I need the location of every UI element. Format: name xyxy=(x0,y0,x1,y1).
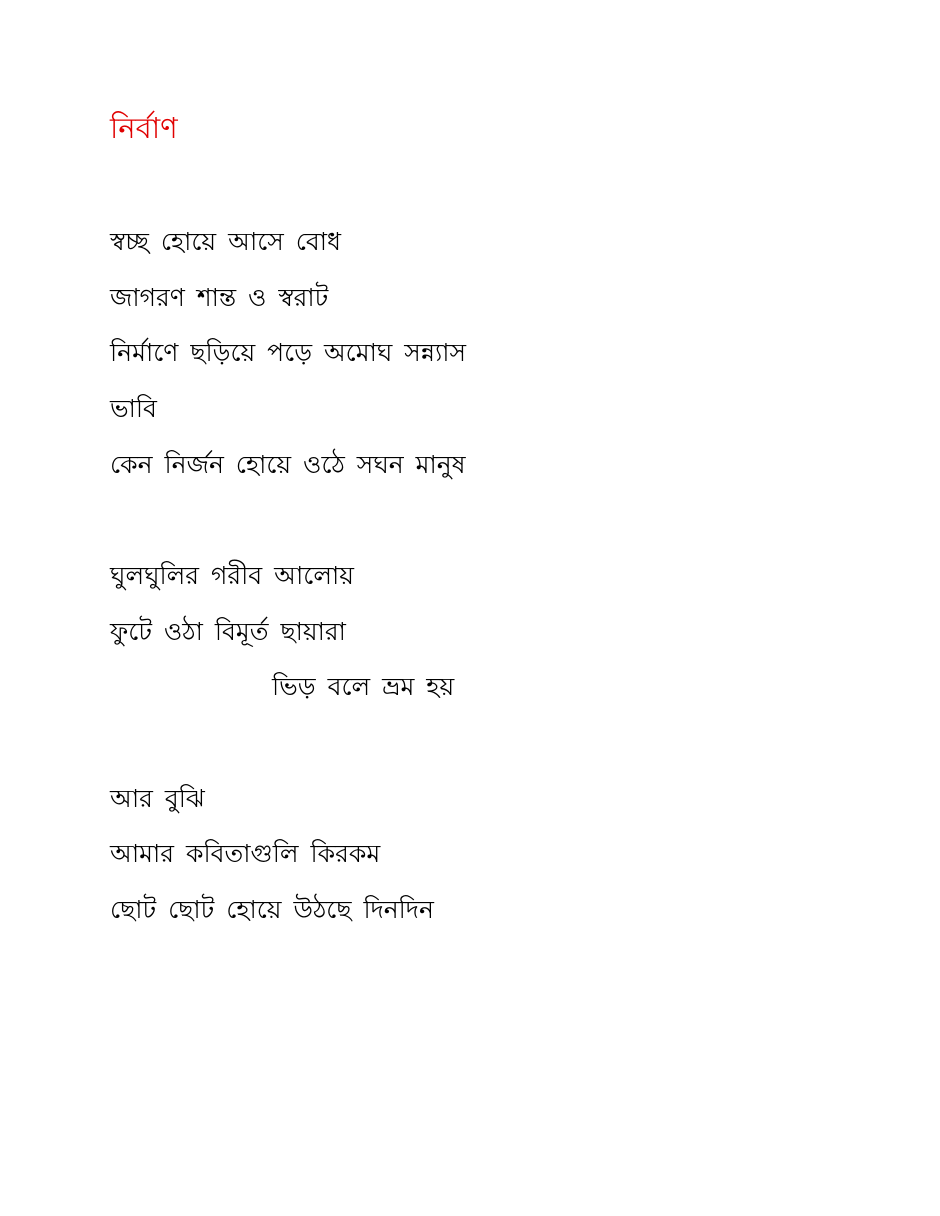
poem-line: আমার কবিতাগুলি কিরকম xyxy=(110,839,381,868)
poem-line: ভাবি xyxy=(110,394,157,423)
poem-line: জাগরণ শান্ত ও স্বরাট xyxy=(110,283,329,312)
poem-line: নির্মাণে ছড়িয়ে পড়ে অমোঘ সন্ন্যাস xyxy=(110,338,467,367)
poem-line: আর বুঝি xyxy=(110,784,205,813)
poem-line: কেন নির্জন হোয়ে ওঠে সঘন মানুষ xyxy=(110,450,466,479)
poem-line: ঘুলঘুলির গরীব আলোয় xyxy=(110,561,354,590)
poem-line: ছোট ছোট হোয়ে উঠছে দিনদিন xyxy=(110,895,434,924)
poem-line: স্বচ্ছ হোয়ে আসে বোধ xyxy=(110,227,342,256)
poem-line-indented: ভিড় বলে ভ্রম হয় xyxy=(272,672,455,701)
poem-title: নির্বাণ xyxy=(110,111,178,145)
poem-line: ফুটে ওঠা বিমূর্ত ছায়ারা xyxy=(110,617,346,646)
